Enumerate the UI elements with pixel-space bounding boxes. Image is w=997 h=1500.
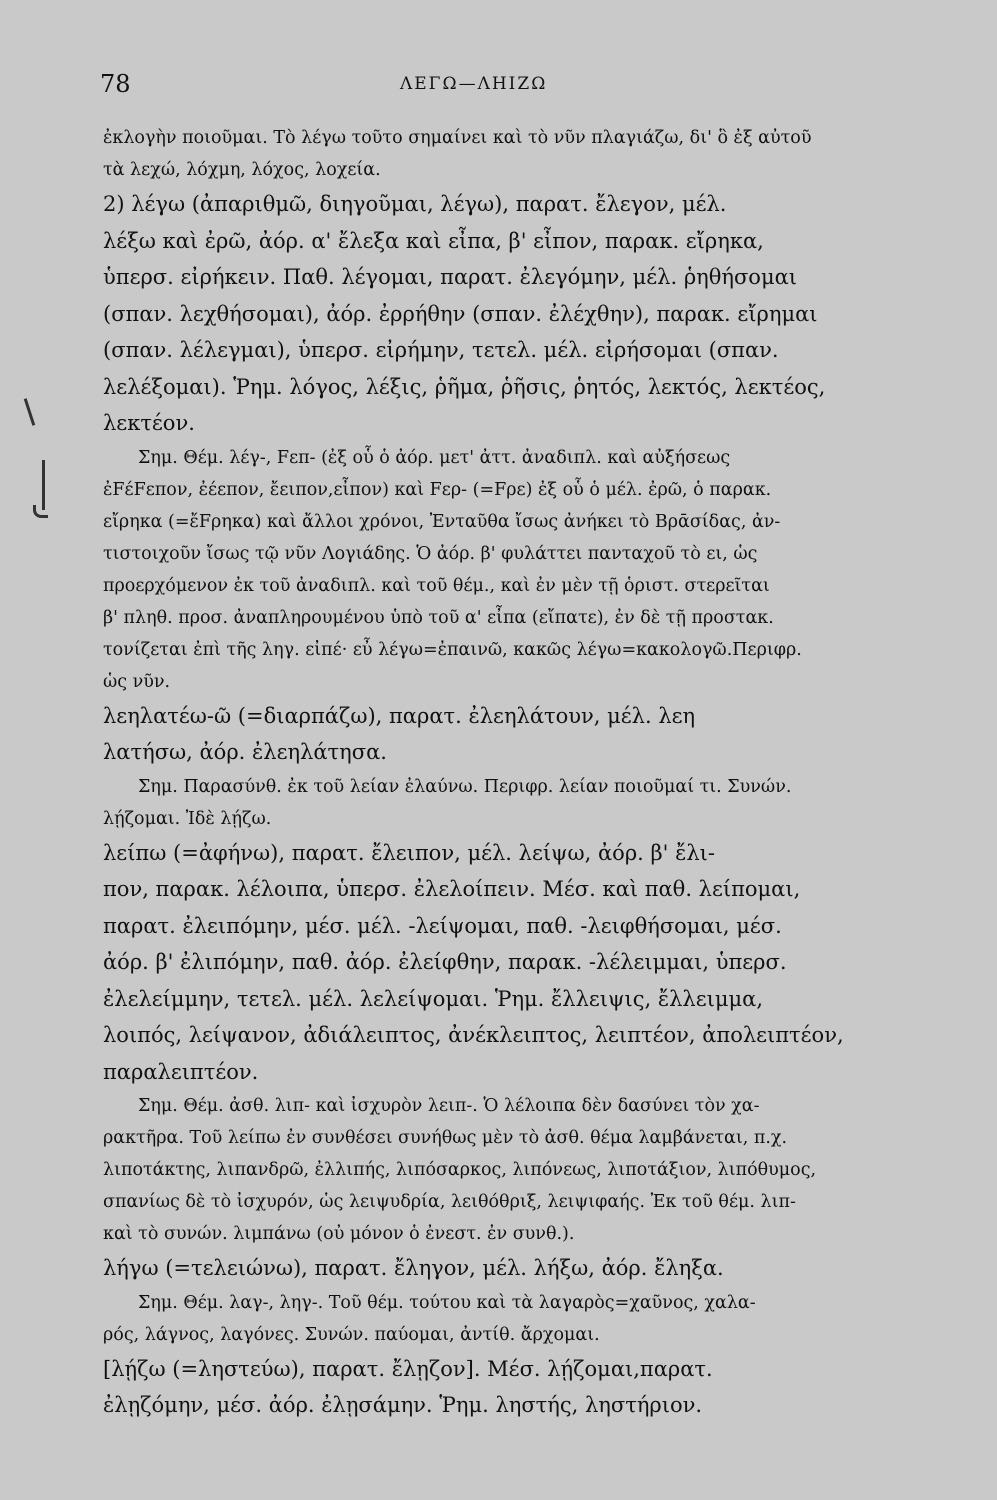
text-line: ἀόρ. β' ἐλιπόμην, παθ. ἀόρ. ἐλείφθην, παρακ. -λέλειμμαι, ὑπερσ. xyxy=(103,950,787,974)
text-line: ἐκλογὴν ποιοῦμαι. Τὸ λέγω τοῦτο σημαίνει καὶ τὸ νῦν πλαγιάζω, δι' ὃ ἐξ αὐτοῦ xyxy=(103,128,812,148)
text-line: λεκτέον. xyxy=(103,411,195,435)
running-head: ΛΕΓΩ—ΛΗΙΖΩ xyxy=(400,74,548,94)
text-line: 2) λέγω (ἀπαριθμῶ, διηγοῦμαι, λέγω), παρατ. ἔλεγον, μέλ. xyxy=(103,192,727,216)
margin-mark xyxy=(42,460,45,510)
text-line: ρακτῆρα. Τοῦ λείπω ἐν συνθέσει συνήθως μὲν τὸ ἀσθ. θέμα λαμβάνεται, π.χ. xyxy=(103,1128,788,1148)
text-line: προερχόμενον ἐκ τοῦ ἀναδιπλ. καὶ τοῦ θέμ., καὶ ἐν μὲν τῇ ὁριστ. στερεῖται xyxy=(103,575,770,596)
text-line: λῄζομαι. Ἰδὲ λῄζω. xyxy=(103,808,272,829)
text-line: Σημ. Θέμ. λαγ-, ληγ-. Τοῦ θέμ. τούτου καὶ τὰ λαγαρὸς=χαῦνος, χαλα- xyxy=(138,1292,756,1313)
text-line: τονίζεται ἐπὶ τῆς ληγ. εἰπέ· εὖ λέγω=ἐπαινῶ, κακῶς λέγω=κακολογῶ.Περιφρ. xyxy=(103,639,802,660)
text-line: β' πληθ. προσ. ἀναπληρουμένου ὑπὸ τοῦ α' εἶπα (εἴπατε), ἐν δὲ τῇ προστακ. xyxy=(103,607,774,628)
text-line: πον, παρακ. λέλοιπα, ὑπερσ. ἐλελοίπειν. Μέσ. καὶ παθ. λείπομαι, xyxy=(103,877,801,901)
text-line: λατήσω, ἀόρ. ἐλεηλάτησα. xyxy=(103,740,387,764)
text-line: λοιπός, λείψανον, ἀδιάλειπτος, ἀνέκλειπτος, λειπτέον, ἀπολειπτέον, xyxy=(103,1023,844,1047)
text-line: σπανίως δὲ τὸ ἰσχυρόν, ὡς λειψυδρία, λειθόθριξ, λειψιφαής. Ἐκ τοῦ θέμ. λιπ- xyxy=(103,1192,796,1212)
text-line: λεηλατέω-ῶ (=διαρπάζω), παρατ. ἐλεηλάτουν, μέλ. λεη xyxy=(103,703,696,728)
text-line: ρός, λάγνος, λαγόνες. Συνών. παύομαι, ἀντίθ. ἄρχομαι. xyxy=(103,1324,600,1345)
text-line: λέξω καὶ ἐρῶ, ἀόρ. α' ἔλεξα καὶ εἶπα, β' εἶπον, παρακ. εἴρηκα, xyxy=(103,228,764,253)
text-line: παρατ. ἐλειπόμην, μέσ. μέλ. -λείψομαι, παθ. -λειφθήσομαι, μέσ. xyxy=(103,913,782,938)
text-line: ἐλῃζόμην, μέσ. ἀόρ. ἐλῃσάμην. Ῥημ. ληστής, ληστήριον. xyxy=(103,1393,703,1417)
text-line: Σημ. Παρασύνθ. ἐκ τοῦ λείαν ἐλαύνω. Περιφρ. λείαν ποιοῦμαί τι. Συνών. xyxy=(138,776,792,797)
text-line: λιποτάκτης, λιπανδρῶ, ἐλλιπής, λιπόσαρκος, λιπόνεως, λιποτάξιον, λιπόθυμος, xyxy=(103,1160,817,1180)
text-line: Σημ. Θέμ. λέγ-, Fεπ- (ἐξ οὗ ὁ ἀόρ. μετ' ἀττ. ἀναδιπλ. καὶ αὐξήσεως xyxy=(138,447,731,468)
text-line: ἐFέFεπον, ἐέεπον, ἔειπον,εἶπον) καὶ Fερ- (=Fρε) ἐξ οὗ ὁ μέλ. ἐρῶ, ὁ παρακ. xyxy=(103,479,772,500)
page-number: 78 xyxy=(100,70,131,98)
text-line: καὶ τὸ συνών. λιμπάνω (οὐ μόνον ὁ ἐνεστ. ἐν συνθ.). xyxy=(103,1224,575,1244)
margin-mark xyxy=(33,505,48,518)
text-line: Σημ. Θέμ. ἀσθ. λιπ- καὶ ἰσχυρὸν λειπ-. Ὁ λέλοιπα δὲν δασύνει τὸν χα- xyxy=(138,1096,760,1116)
text-line: ὡς νῦν. xyxy=(103,671,171,692)
text-line: τὰ λεχώ, λόχμη, λόχος, λοχεία. xyxy=(103,160,381,180)
text-line: ὑπερσ. εἰρήκειν. Παθ. λέγομαι, παρατ. ἐλεγόμην, μέλ. ῥηθήσομαι xyxy=(103,265,798,289)
text-line: ἐλελείμμην, τετελ. μέλ. λελείψομαι. Ῥημ. ἔλλειψις, ἔλλειμμα, xyxy=(103,986,763,1011)
text-line: εἴρηκα (=ἔFρηκα) καὶ ἄλλοι χρόνοι, Ἐνταῦθα ἴσως ἀνήκει τὸ Βρᾱσίδας, ἀν- xyxy=(103,511,781,532)
dictionary-text xyxy=(103,122,903,1424)
text-line: [λῄζω (=ληστεύω), παρατ. ἔλῃζον]. Μέσ. λῄζομαι,παρατ. xyxy=(103,1356,713,1381)
page-header xyxy=(100,70,900,106)
text-line: λείπω (=ἀφήνω), παρατ. ἔλειπον, μέλ. λείψω, ἀόρ. β' ἔλι- xyxy=(103,840,716,865)
margin-mark xyxy=(24,398,36,426)
text-line: τιστοιχοῦν ἴσως τῷ νῦν Λογιάδης. Ὁ ἀόρ. β' φυλάττει πανταχοῦ τὸ ει, ὡς xyxy=(103,543,758,564)
text-line: (σπαν. λεχθήσομαι), ἀόρ. ἐρρήθην (σπαν. ἐλέχθην), παρακ. εἴρημαι xyxy=(103,301,818,326)
text-line: λελέξομαι). Ῥημ. λόγος, λέξις, ῥῆμα, ῥῆσις, ῥητός, λεκτός, λεκτέος, xyxy=(103,374,826,399)
text-line: (σπαν. λέλεγμαι), ὑπερσ. εἰρήμην, τετελ. μέλ. εἰρήσομαι (σπαν. xyxy=(103,338,779,362)
text-line: παραλειπτέον. xyxy=(103,1059,259,1084)
text-line: λήγω (=τελειώνω), παρατ. ἔληγον, μέλ. λήξω, ἀόρ. ἔληξα. xyxy=(103,1256,724,1280)
